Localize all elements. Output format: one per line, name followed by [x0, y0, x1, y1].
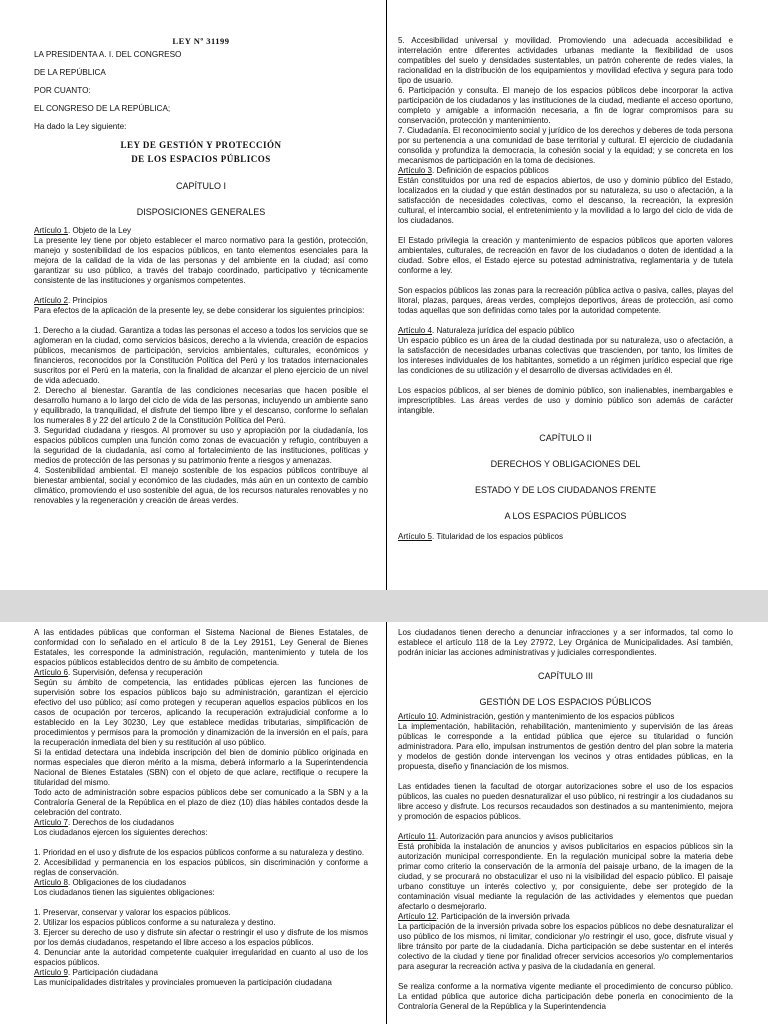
article-label: Artículo 8: [34, 878, 68, 887]
chapter-heading: CAPÍTULO II: [539, 433, 592, 443]
article-title: . Participación ciudadana: [68, 968, 158, 977]
article-heading: [34, 668, 368, 678]
article-label: Artículo 6: [34, 668, 68, 677]
article-text: A las entidades públicas que conforman el Sistema Nacional de Bienes Estatales, de conformidad con lo señalado en el artículo 8 de la Ley 29151, Ley General de Bienes Estatales, les corresponde la administración, regulación, mantenimiento y tutela de los espacios públicos establecidos dentro de su ámbito de competencia.: [34, 628, 368, 667]
article-heading: [34, 818, 368, 828]
article-heading: [398, 912, 733, 922]
article-title: . Participación de la inversión privada: [436, 912, 570, 921]
header-line: EL CONGRESO DE LA REPÚBLICA;: [34, 104, 171, 113]
page2-right-column: [398, 628, 733, 1024]
article-text: Son espacios públicos las zonas para la recreación pública activa o pasiva, calles, playas del litoral, plazas, parques, áreas verdes, complejos deportivos, áreas de protección, así como todas aquellas que son definidas como tales por la autoridad competente.: [398, 286, 733, 315]
header-line: POR CUANTO:: [34, 86, 91, 95]
list-item: 2. Utilizar los espacios públicos conforme a su naturaleza y destino.: [34, 918, 276, 927]
list-item: 1. Preservar, conservar y valorar los espacios públicos.: [34, 908, 231, 917]
article-text: Un espacio público es un área de la ciudad destinada por su naturaleza, uso o afectación, a la satisfacción de necesidades urbanas colectivas que trascienden, por tanto, los límites de los intereses individuales de los habitantes, sometido a un régimen jurídico especial que rige las condiciones de su utilización y el desarrollo de diversas actividades en él.: [398, 336, 733, 375]
article-label: Artículo 1: [34, 226, 68, 235]
article-text: Si la entidad detectara una indebida inscripción del bien de dominio público originada en normas especiales que dieron mérito a la misma, deberá informarlo a la Superintendencia Nacional de Bienes Estatales (SBN) con el objeto de que aclare, rectifique o recupere la titularidad del mismo.: [34, 748, 368, 787]
article-text: La presente ley tiene por objeto establecer el marco normativo para la gestión, protección, manejo y sostenibilidad de los espacios públicos, en tanto elementos esenciales para la mejora de la calidad de la vida de las personas y del ambiente en la ciudad; así como garantizar su uso público, a través del trabajo coordinado, participativo y técnicamente consistente de las instituciones y organismos competentes.: [34, 236, 368, 285]
article-text: Para efectos de la aplicación de la presente ley, se debe considerar los siguientes principios:: [34, 306, 365, 315]
article-title: . Titularidad de los espacios públicos: [432, 532, 564, 541]
article-title: . Principios: [68, 296, 108, 305]
article-title: . Autorización para anuncios y avisos publicitarios: [435, 832, 614, 841]
article-text: Los ciudadanos tienen derecho a denunciar infracciones y a ser informados, tal como lo establece el artículo 118 de la Ley 27972, Ley Orgánica de Municipalidades. Así también, podrán iniciar las acciones administrativas y judiciales correspondientes.: [398, 628, 733, 657]
article-heading: [34, 878, 368, 888]
principle-item: 6. Participación y consulta. El manejo de los espacios públicos debe incorporar la activa participación de los ciudadanos y las instituciones de la ciudad, mediante el acceso oportuno, completo y amigable a información necesaria, a fin de lograr compromisos para su conservación, protección y mantenimiento.: [398, 86, 733, 125]
chapter-title: ESTADO Y DE LOS CIUDADANOS FRENTE: [474, 485, 657, 495]
chapter-heading: CAPÍTULO III: [537, 671, 593, 681]
article-title: . Obligaciones de los ciudadanos: [68, 878, 187, 887]
article-text: Según su ámbito de competencia, las entidades públicas ejercen las funciones de supervisión sobre los espacios públicos bajo su administración, garantizan el ejercicio efectivo del uso público; así como protegen y recuperan aquellos espacios públicos en los casos de ocupación por terceros, aplicando la recuperación extrajudicial conforme a lo establecido en la Ley 30230, Ley que establece medidas tributarias, simplificación de procedimientos y permisos para la promoción y dinamización de la inversión en el país, para la recuperación inmediata del bien y su restitución al uso público.: [34, 678, 368, 747]
article-text: Todo acto de administración sobre espacios públicos debe ser comunicado a la SBN y a la Contraloría General de la República en el plazo de diez (10) días hábiles contados desde la celebración del contrato.: [34, 788, 368, 817]
article-title: . Naturaleza jurídica del espacio público: [432, 326, 575, 335]
article-title: . Derechos de los ciudadanos: [68, 818, 175, 827]
law-number: LEY Nº 31199: [172, 36, 230, 46]
principle-item: 4. Sostenibilidad ambiental. El manejo sostenible de los espacios públicos contribuye al bienestar ambiental, social y económico de las ciudades, más aún en un contexto de cambio climático, promoviendo el uso sostenible del agua, de los recursos naturales renovables y no renovables y la regeneración y creación de áreas verdes.: [34, 466, 368, 505]
article-title: . Objeto de la Ley: [68, 226, 132, 235]
principle-item: 2. Derecho al bienestar. Garantía de las condiciones necesarias que hacen posible el desarrollo humano a lo largo del ciclo de vida de las personas, incluyendo un ambiente sano y equilibrado, la tranquilidad, el disfrute del tiempo libre y el descanso, conforme lo señalan los numerales 8 y 22 del artículo 2 de la Constitución Política del Perú.: [34, 386, 368, 425]
article-label: Artículo 2: [34, 296, 68, 305]
article-title: . Definición de espacios públicos: [432, 166, 549, 175]
article-label: Artículo 10: [398, 712, 437, 721]
header-line: DE LA REPÚBLICA: [34, 68, 106, 77]
list-item: 2. Accesibilidad y permanencia en los espacios públicos, sin discriminación y conforme a reglas de conservación.: [34, 858, 368, 877]
header-line: Ha dado la Ley siguiente:: [34, 122, 127, 131]
chapter-title: DERECHOS Y OBLIGACIONES DEL: [490, 459, 641, 469]
article-text: Están constituidos por una red de espacios abiertos, de uso y dominio público del Estado, localizados en la ciudad y que están destinados por su naturaleza, su uso o afectación, a la satisfacción de necesidades colectivas, como el descanso, la recreación, la expresión cultural, el intercambio social, el entretenimiento y la movilidad a lo largo del ciclo de vida de los ciudadanos.: [398, 176, 733, 225]
law-title: DE LOS ESPACIOS PÚBLICOS: [131, 154, 271, 164]
article-heading: [398, 532, 733, 542]
chapter-title: A LOS ESPACIOS PÚBLICOS: [504, 511, 627, 521]
article-heading: [34, 226, 368, 236]
article-heading: [34, 296, 368, 306]
article-heading: [398, 832, 733, 842]
column-divider: [386, 0, 387, 590]
article-text: La implementación, habilitación, rehabilitación, mantenimiento y supervisión de las áreas públicas le corresponde a la entidad pública que ejerce su titularidad o función administradora. Para ello, impulsan instrumentos de gestión dentro del plan sobre la materia y modelos de gestión donde intervengan los vecinos y otras entidades públicas, en la propuesta, diseño y financiación de los mismos.: [398, 722, 733, 771]
page1-left-column: [34, 36, 368, 590]
article-heading: [34, 968, 368, 978]
list-item: 1. Prioridad en el uso y disfrute de los espacios públicos conforme a su naturaleza y destino.: [34, 848, 365, 857]
article-heading: [398, 166, 733, 176]
page1-right-column: [398, 36, 733, 590]
article-label: Artículo 5: [398, 532, 432, 541]
column-divider: [386, 622, 387, 1024]
article-text: Las municipalidades distritales y provinciales promueven la participación ciudadana: [34, 978, 332, 987]
document-page-2: [0, 622, 768, 1024]
article-text: Los ciudadanos ejercen los siguientes derechos:: [34, 828, 208, 837]
principle-item: 1. Derecho a la ciudad. Garantiza a todas las personas el acceso a todos los servicios que se aglomeran en la ciudad, como servicios básicos, derecho a la vivienda, creación de espacios públicos, mecanismos de participación, servicios ambientales, culturales, económicos y financieros, reconocidos por la Constitución Política del Perú y los tratados internacionales suscritos por el Perú en la materia, con la finalidad de alcanzar el pleno ejercicio de un nivel de vida adecuado.: [34, 326, 368, 385]
article-label: Artículo 3: [398, 166, 432, 175]
article-text: Los ciudadanos tienen las siguientes obligaciones:: [34, 888, 215, 897]
article-label: Artículo 4: [398, 326, 432, 335]
article-title: . Administración, gestión y mantenimiento de los espacios públicos: [436, 712, 675, 721]
principle-item: 7. Ciudadanía. El reconocimiento social y jurídico de los derechos y deberes de toda persona por su pertenencia a una comunidad de base territorial y cultural. El ejercicio de ciudadanía consolida y profundiza la democracia, la cohesión social y la equidad; y se concreta en los mecanismos de participación en la toma de decisiones.: [398, 126, 733, 165]
article-text: El Estado privilegia la creación y mantenimiento de espacios públicos que aporten valores ambientales, culturales, de recreación en favor de los ciudadanos o doten de identidad a la ciudad. Sobre ellos, el Estado ejerce su potestad administrativa, reglamentaria y de tutela conforme a ley.: [398, 236, 733, 275]
article-label: Artículo 11: [398, 832, 436, 841]
law-title: LEY DE GESTIÓN Y PROTECCIÓN: [120, 140, 282, 150]
principle-item: 3. Seguridad ciudadana y riesgos. Al promover su uso y apropiación por la ciudadanía, los espacios públicos cumplen una función como zonas de evacuación y refugio, contribuyen a la seguridad de la ciudadanía, así como al fortalecimiento de las instituciones, políticas y medios de protección de las personas y su patrimonio frente a riesgos y amenazas.: [34, 426, 368, 465]
article-label: Artículo 7: [34, 818, 68, 827]
list-item: 3. Ejercer su derecho de uso y disfrute sin afectar o restringir el uso y disfrute de los mismos por los demás ciudadanos, respetando el libre acceso a los espacios públicos.: [34, 928, 368, 947]
chapter-title: GESTIÓN DE LOS ESPACIOS PÚBLICOS: [479, 697, 652, 707]
article-text: Se realiza conforme a la normativa vigente mediante el procedimiento de concurso público. La entidad pública que autorice dicha participación debe ponerla en conocimiento de la Contraloría General de la República y la Superintendencia: [398, 982, 733, 1011]
article-text: Los espacios públicos, al ser bienes de dominio público, son inalienables, inembargables e imprescriptibles. Las áreas verdes de uso y dominio público son además de carácter intangible.: [398, 386, 733, 415]
article-text: Las entidades tienen la facultad de otorgar autorizaciones sobre el uso de los espacios públicos, las cuales no pueden desnaturalizar el uso público, ni restringir a los ciudadanos su libre acceso y disfrute. Los recursos recaudados son destinados a su mantenimiento, mejora y promoción de espacios públicos.: [398, 782, 733, 821]
article-label: Artículo 9: [34, 968, 68, 977]
article-title: . Supervisión, defensa y recuperación: [68, 668, 203, 677]
header-line: LA PRESIDENTA A. I. DEL CONGRESO: [34, 50, 182, 59]
article-text: La participación de la inversión privada sobre los espacios públicos no debe desnaturalizar el uso público de los mismos, ni limitar, condicionar y/o restringir el uso, goce, disfrute visual y libre tránsito por parte de la ciudadanía. Dicha participación se debe sustentar en el interés colectivo de la ciudad y tiene por finalidad ofrecer servicios accesorios y/o complementarios para asegurar la recreación activa y pasiva de la ciudadanía en general.: [398, 922, 733, 971]
list-item: 4. Denunciar ante la autoridad competente cualquier irregularidad en cuanto al uso de los espacios públicos.: [34, 948, 368, 967]
chapter-title: DISPOSICIONES GENERALES: [136, 207, 266, 217]
chapter-heading: CAPÍTULO I: [175, 181, 226, 191]
article-heading: [398, 326, 733, 336]
principle-item: 5. Accesibilidad universal y movilidad. Promoviendo una adecuada accesibilidad e interrelación entre diferentes actividades urbanas mediante la flexibilidad de usos compatibles del suelo y densidades sustentables, un patrón coherente de redes viales, la racionalidad en la distribución de los equipamientos y movilidad efectiva y segura para todo tipo de usuario.: [398, 36, 733, 85]
page2-left-column: [34, 628, 368, 1024]
article-text: Está prohibida la instalación de anuncios y avisos publicitarios en espacios públicos sin la autorización municipal correspondiente. En la regulación municipal sobre la materia debe primar como criterio la conservación de la armonía del paisaje urbano, de la imagen de la ciudad, y se procurará no obstaculizar el uso ni la visibilidad del espacio público. El paisaje urbano constituye un interés colectivo y, por consiguiente, debe ser protegido de la contaminación visual mediante la regulación de las actividades y elementos que puedan afectarlo o desmejorarlo.: [398, 842, 733, 911]
article-heading: [398, 712, 733, 722]
article-label: Artículo 12: [398, 912, 437, 921]
